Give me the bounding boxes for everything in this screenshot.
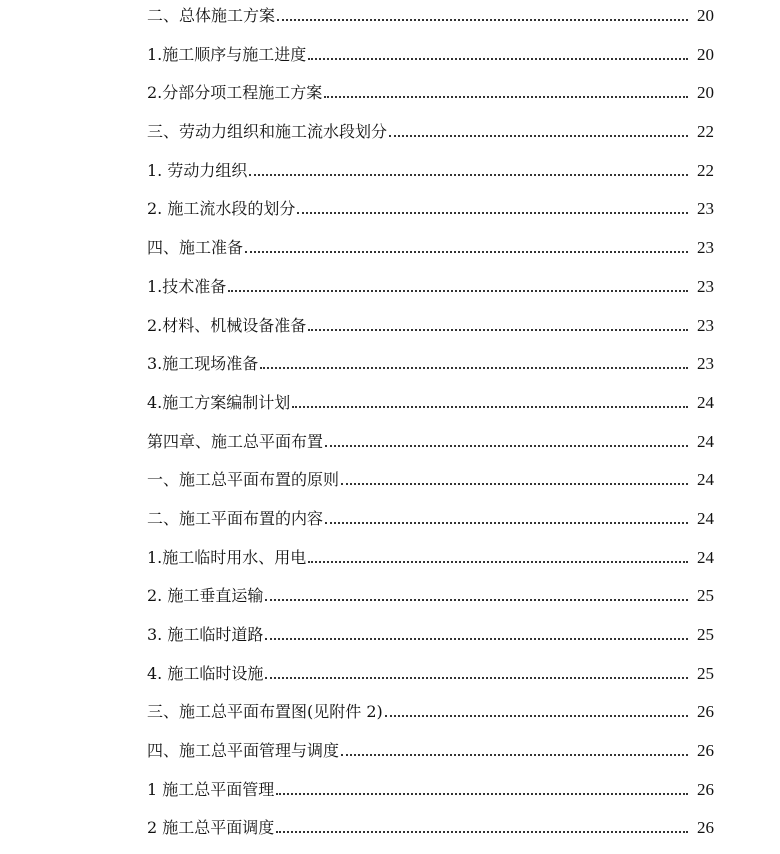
toc-leader-dots — [389, 133, 688, 137]
toc-entry-title: 一、施工总平面布置的原则 — [147, 470, 340, 490]
toc-entry[interactable] — [147, 337, 714, 376]
toc-entry[interactable] — [147, 453, 714, 492]
toc-entry[interactable] — [147, 646, 714, 685]
toc-entry-page: 24 — [697, 392, 714, 412]
toc-leader-dots — [308, 56, 688, 60]
toc-entry[interactable] — [147, 530, 714, 569]
toc-entry-page: 23 — [697, 315, 714, 335]
toc-entry[interactable] — [147, 27, 714, 66]
toc-entry-page: 25 — [697, 663, 714, 683]
toc-leader-dots — [249, 172, 688, 176]
toc-entry-title: 3. 施工临时道路 — [147, 625, 264, 644]
toc-entry-title: 2 施工总平面调度 — [147, 818, 275, 838]
toc-entry-page: 24 — [697, 547, 714, 567]
toc-entry-title: 2. 施工垂直运输 — [147, 586, 264, 606]
table-of-contents — [147, 0, 714, 839]
toc-leader-dots — [265, 675, 688, 679]
toc-entry-page: 24 — [697, 431, 714, 451]
toc-entry[interactable] — [147, 491, 714, 530]
toc-entry-page: 26 — [697, 818, 714, 838]
toc-entry-title: 四、施工总平面管理与调度 — [147, 741, 340, 761]
toc-leader-dots — [260, 365, 688, 369]
toc-entry[interactable] — [147, 259, 714, 298]
toc-entry-title: 2.分部分项工程施工方案 — [147, 83, 323, 103]
toc-entry-title: 4. 施工临时设施 — [147, 663, 264, 683]
toc-leader-dots — [276, 791, 688, 795]
toc-entry[interactable] — [147, 220, 714, 259]
toc-entry-title: 1 施工总平面管理 — [147, 779, 275, 799]
toc-leader-dots — [325, 443, 688, 447]
toc-entry[interactable] — [147, 104, 714, 143]
toc-entry-page: 22 — [697, 160, 714, 180]
toc-entry[interactable] — [147, 685, 714, 724]
toc-entry-title: 二、总体施工方案 — [147, 6, 276, 25]
toc-entry-page: 22 — [697, 122, 714, 142]
toc-leader-dots — [341, 752, 688, 756]
toc-entry[interactable] — [147, 298, 714, 337]
toc-entry-page: 24 — [697, 470, 714, 490]
toc-entry-title: 2. 施工流水段的划分 — [147, 199, 296, 219]
toc-entry-title: 第四章、施工总平面布置 — [147, 431, 324, 451]
toc-entry-title: 1.施工临时用水、用电 — [147, 547, 307, 567]
toc-entry[interactable] — [147, 0, 714, 27]
toc-entry-page: 26 — [697, 702, 714, 722]
toc-entry-page: 26 — [697, 779, 714, 799]
toc-entry-title: 四、施工准备 — [147, 238, 244, 258]
toc-entry[interactable] — [147, 607, 714, 646]
toc-leader-dots — [324, 94, 688, 98]
toc-entry-page: 23 — [697, 354, 714, 374]
toc-entry[interactable] — [147, 182, 714, 221]
toc-leader-dots — [276, 829, 688, 833]
toc-entry-title: 1. 劳动力组织 — [147, 160, 248, 180]
toc-leader-dots — [245, 249, 688, 253]
toc-entry-page: 25 — [697, 625, 714, 644]
toc-leader-dots — [277, 17, 688, 21]
toc-leader-dots — [265, 597, 688, 601]
toc-leader-dots — [385, 713, 688, 717]
toc-entry[interactable] — [147, 723, 714, 762]
toc-entry-page: 25 — [697, 586, 714, 606]
toc-leader-dots — [292, 404, 688, 408]
toc-leader-dots — [308, 327, 688, 331]
toc-entry[interactable] — [147, 414, 714, 453]
toc-entry-page: 26 — [697, 741, 714, 761]
toc-entry-page: 23 — [697, 276, 714, 296]
toc-entry-page: 20 — [697, 6, 714, 25]
toc-entry-title: 1.技术准备 — [147, 276, 227, 296]
toc-entry-page: 20 — [697, 83, 714, 103]
toc-leader-dots — [325, 520, 688, 524]
toc-leader-dots — [308, 559, 688, 563]
toc-leader-dots — [341, 481, 688, 485]
toc-leader-dots — [265, 636, 688, 640]
toc-entry-title: 2.材料、机械设备准备 — [147, 315, 307, 335]
toc-entry[interactable] — [147, 762, 714, 801]
toc-leader-dots — [297, 210, 688, 214]
toc-entry-title: 三、施工总平面布置图(见附件 2) — [147, 702, 383, 722]
toc-entry-title: 二、施工平面布置的内容 — [147, 508, 324, 528]
toc-entry[interactable] — [147, 143, 714, 182]
toc-entry-page: 20 — [697, 44, 714, 64]
toc-entry-page: 23 — [697, 199, 714, 219]
toc-entry-title: 3.施工现场准备 — [147, 354, 259, 374]
toc-entry-page: 23 — [697, 238, 714, 258]
toc-entry-title: 三、劳动力组织和施工流水段划分 — [147, 122, 388, 142]
toc-entry[interactable] — [147, 569, 714, 608]
toc-entry[interactable] — [147, 375, 714, 414]
toc-entry-title: 1.施工顺序与施工进度 — [147, 44, 307, 64]
toc-entry[interactable] — [147, 801, 714, 840]
toc-entry[interactable] — [147, 66, 714, 105]
toc-entry-title: 4.施工方案编制计划 — [147, 392, 291, 412]
toc-entry-page: 24 — [697, 508, 714, 528]
toc-leader-dots — [228, 288, 688, 292]
